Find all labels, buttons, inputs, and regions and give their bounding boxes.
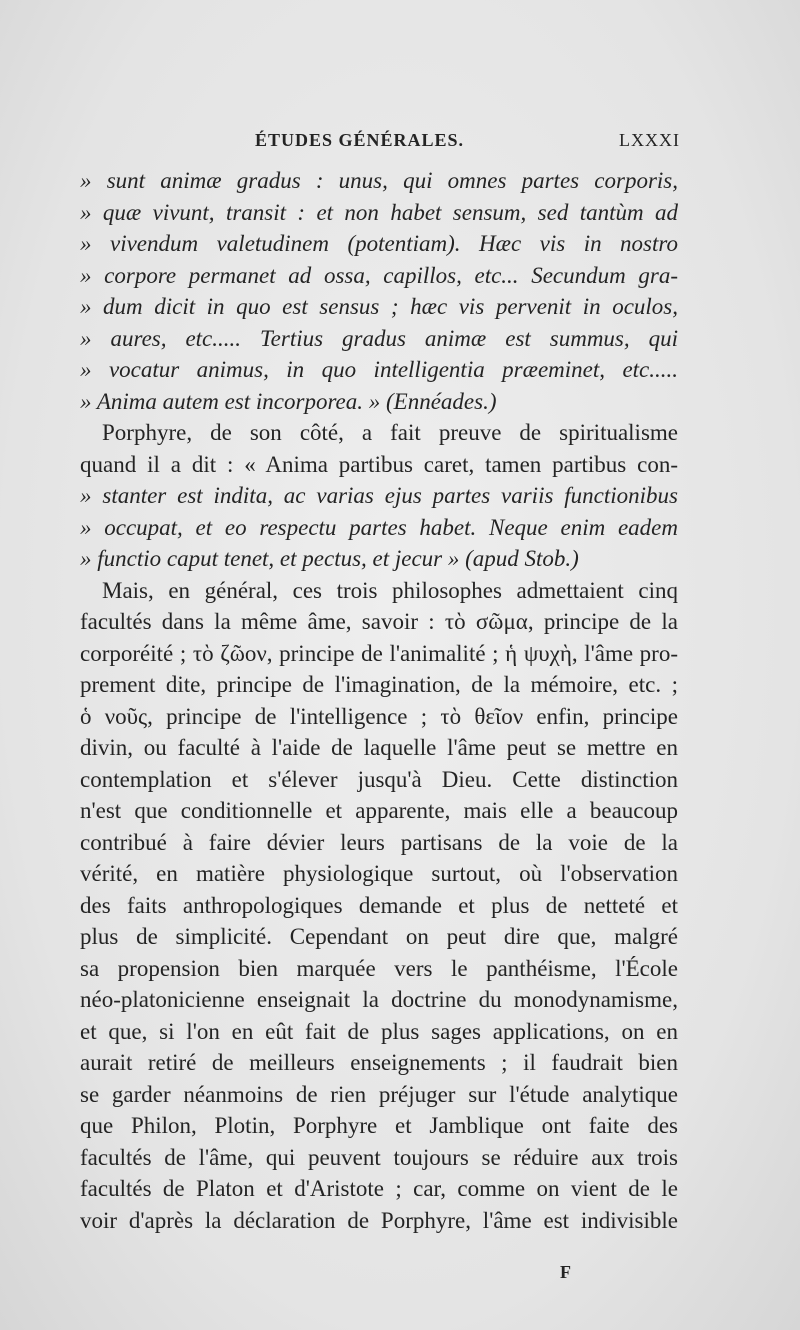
text-line: » sunt animæ gradus : unus, qui omnes partes corporis, [80, 168, 678, 193]
text-line: » corpore permanet ad ossa, capillos, etc... Secundum gra- [80, 262, 678, 288]
text-line: » vocatur animus, in quo intelligentia præeminet, etc..... [80, 357, 678, 382]
text-line: Porphyre, de son côté, a fait preuve de spiritualisme [102, 420, 678, 445]
text-line: ὁ νοῦς, principe de l'intelligence ; τὸ θεῖον enfin, principe [80, 703, 678, 729]
text-line: des faits anthropologiques demande et plus de netteté et [80, 892, 678, 918]
text-line: sa propension bien marquée vers le panthéisme, l'École [80, 955, 678, 981]
text-line: » vivendum valetudinem (potentiam). Hæc vis in nostro [80, 231, 678, 256]
text-line: Mais, en général, ces trois philosophes admettaient cinq [102, 577, 678, 603]
text-line: prement dite, principe de l'imagination, de la mémoire, etc. ; [80, 672, 678, 697]
text-line: » stanter est indita, ac varias ejus partes variis functionibus [80, 483, 678, 508]
page-number: LXXXI [619, 130, 680, 150]
text-line: divin, ou faculté à l'aide de laquelle l'âme peut se mettre en [80, 735, 678, 760]
text-line: corporéité ; τὸ ζῶον, principe de l'animalité ; ἡ ψυχὴ, l'âme pro- [80, 640, 678, 666]
running-head: ÉTUDES GÉNÉRALES. [255, 130, 465, 150]
text-line: » quæ vivunt, transit : et non habet sensum, sed tantùm ad [80, 199, 678, 225]
text-line: n'est que conditionnelle et apparente, mais elle a beaucoup [80, 798, 678, 823]
text-line: aurait retiré de meilleurs enseignements ; il faudrait bien [80, 1050, 678, 1075]
body-text [80, 165, 678, 1236]
text-line: plus de simplicité. Cependant on peut dire que, malgré [80, 924, 678, 949]
text-line: » aures, etc..... Tertius gradus animæ est summus, qui [80, 325, 678, 351]
text-line: facultés de Platon et d'Aristote ; car, comme on vient de le [80, 1176, 678, 1201]
text-line: facultés dans la même âme, savoir : τὸ σῶμα, principe de la [80, 609, 678, 634]
text-line: vérité, en matière physiologique surtout, où l'observation [80, 861, 678, 886]
text-line: quand il a dit : « Anima partibus caret, tamen partibus con- [80, 451, 678, 477]
text-line: » Anima autem est incorporea. » (Ennéades.) [80, 388, 497, 414]
text-line: néo-platonicienne enseignait la doctrine du monodynamisme, [80, 987, 678, 1012]
text-line: facultés de l'âme, qui peuvent toujours se réduire aux trois [80, 1144, 678, 1170]
text-line: » occupat, et eo respectu partes habet. Neque enim eadem [80, 514, 678, 540]
text-line: et que, si l'on en eût fait de plus sages applications, on en [80, 1018, 678, 1044]
text-line: contemplation et s'élever jusqu'à Dieu. Cette distinction [80, 766, 678, 792]
text-line: » dum dicit in quo est sensus ; hæc vis pervenit in oculos, [80, 294, 678, 319]
text-line: voir d'après la déclaration de Porphyre, l'âme est indivisible [80, 1207, 678, 1233]
text-line: que Philon, Plotin, Porphyre et Jamblique ont faite des [80, 1113, 678, 1138]
text-line: se garder néanmoins de rien préjuger sur l'étude analytique [80, 1081, 678, 1107]
signature-mark: F [560, 1262, 571, 1282]
page-header [80, 130, 680, 160]
text-line: contribué à faire dévier leurs partisans de la voie de la [80, 829, 678, 855]
text-line: » functio caput tenet, et pectus, et jecur » (apud Stob.) [80, 546, 579, 571]
